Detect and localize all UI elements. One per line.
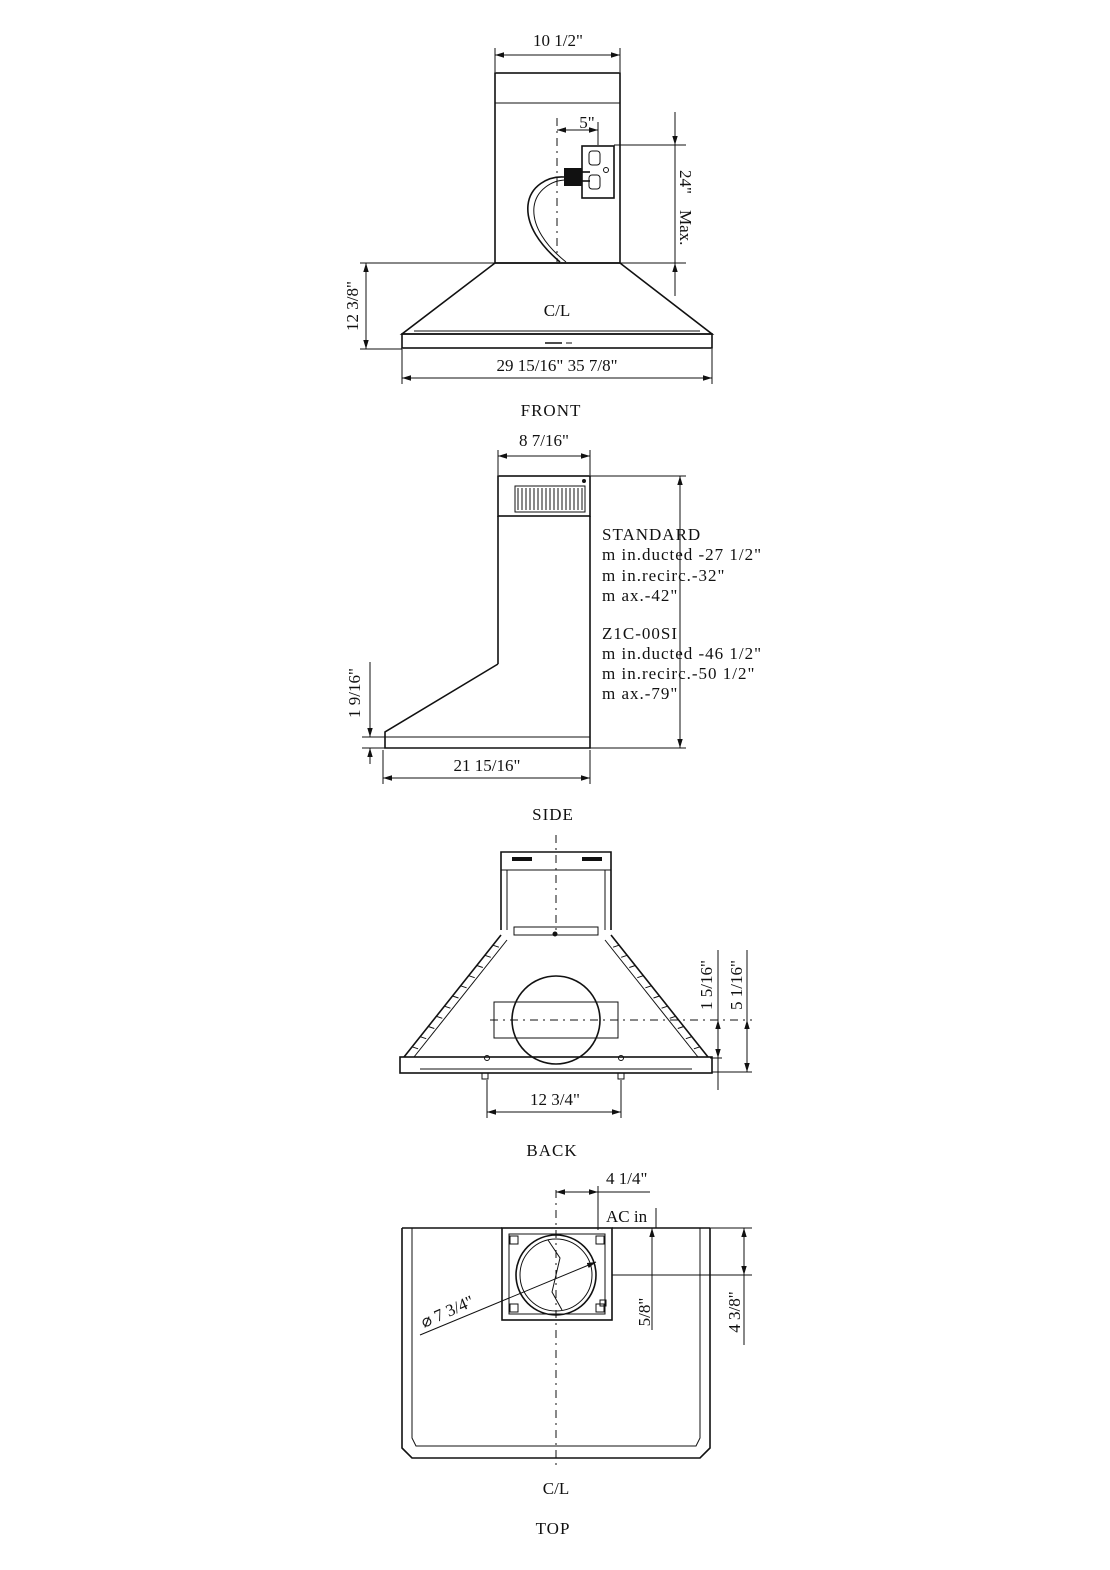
standard-heading: STANDARD [602,525,702,544]
side-vents [515,486,585,512]
extension-heading: Z1C-00SI [602,624,678,643]
top-small-offset-label: 5/8" [635,1297,654,1327]
side-bottom-depth-label: 21 15/16" [453,756,521,775]
top-ac-in-label: AC in [606,1207,648,1226]
side-lip-height-label: 1 9/16" [345,668,364,718]
front-outlet-offset-label: 5" [579,113,595,132]
front-outlet-height-max-label: Max. [676,210,695,246]
extension-min-recirc: m in.recirc.-50 1/2" [602,664,756,683]
back-hood-base [400,1057,712,1073]
front-bottom-width-label: 29 15/16" 35 7/8" [496,356,618,375]
top-duct-diameter-label: ⌀ 7 3/4" [417,1291,477,1332]
standard-min-ducted: m in.ducted -27 1/2" [602,545,763,564]
front-centerline-label: C/L [543,301,571,320]
back-bracket-width-label: 12 3/4" [530,1090,580,1109]
standard-min-recirc: m in.recirc.-32" [602,566,726,585]
front-view [343,31,712,420]
front-top-width-label: 10 1/2" [533,31,583,50]
back-duct-center-label: 1 5/16" [697,960,716,1010]
side-canopy [385,664,590,748]
side-view-title: SIDE [532,805,574,824]
top-view [402,1169,752,1538]
side-top-depth-label: 8 7/16" [519,431,569,450]
top-depth-offset-label: 4 3/8" [725,1291,744,1333]
top-centerline-label: C/L [542,1479,570,1498]
front-chimney [495,73,620,263]
extension-max: m ax.-79" [602,684,679,703]
front-hood-height-label: 12 3/8" [343,281,362,331]
side-view [345,431,762,824]
back-view-title: BACK [526,1141,578,1160]
top-view-title: TOP [535,1519,571,1538]
front-hood-base [402,334,712,348]
back-view [400,835,752,1160]
power-cord [528,168,590,262]
top-offset-label: 4 1/4" [606,1169,648,1188]
extension-min-ducted: m in.ducted -46 1/2" [602,644,763,663]
front-view-title: FRONT [520,401,582,420]
back-duct-height-label: 5 1/16" [727,960,746,1010]
front-outlet-height-label: 24" [676,170,695,194]
standard-max: m ax.-42" [602,586,679,605]
front-canopy [402,263,712,334]
